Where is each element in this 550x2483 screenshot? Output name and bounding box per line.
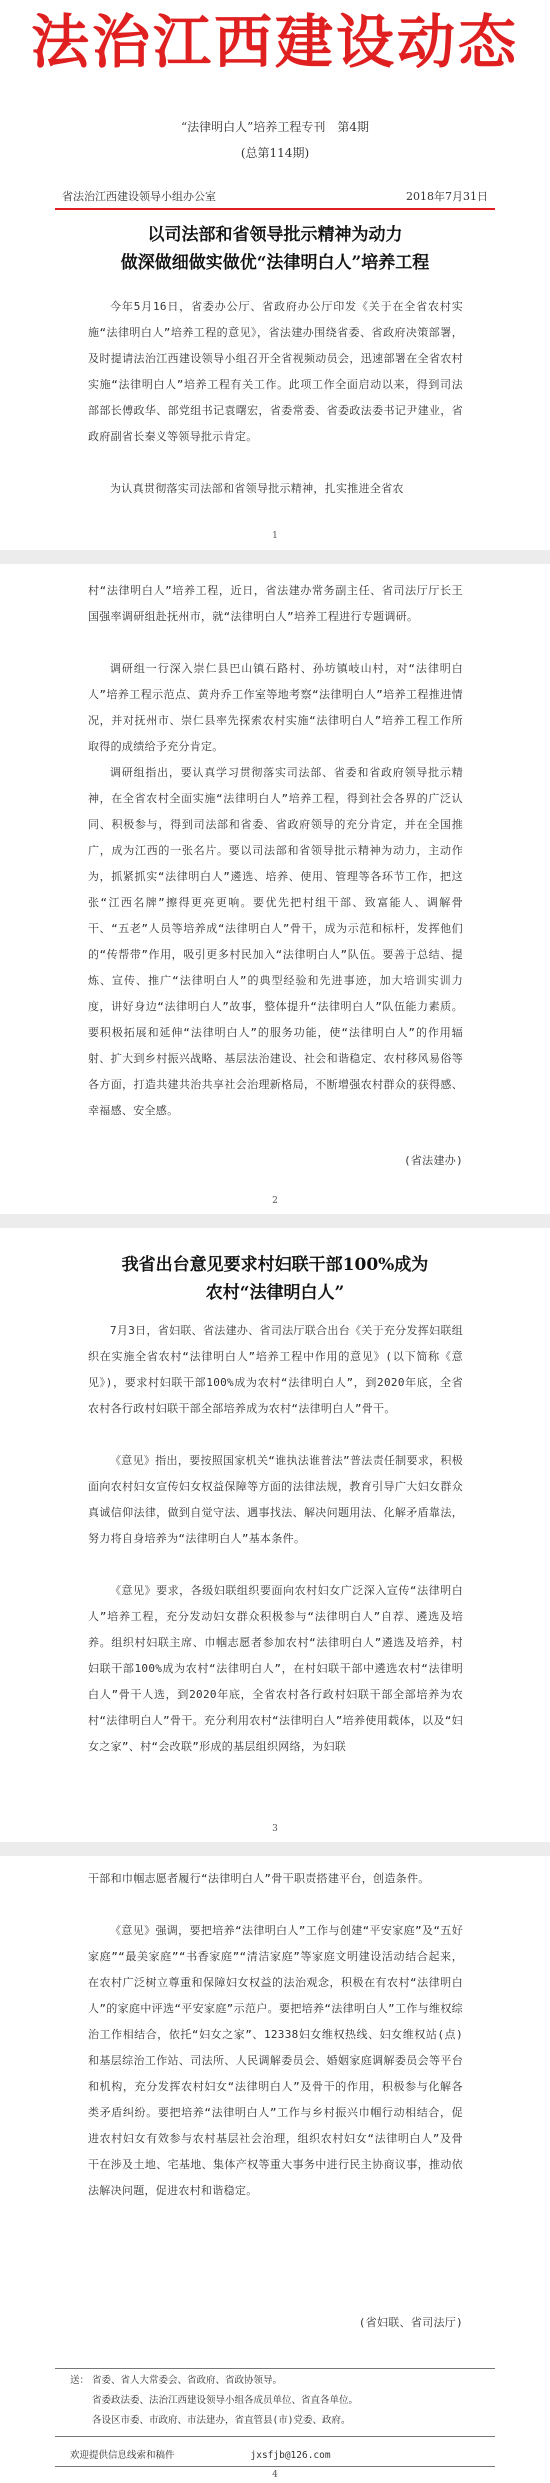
article1-paragraph: 调研组一行深入崇仁县巴山镇石路村、孙坊镇岐山村，对“法律明白人”培养工程示范点、黄舟乔工作室等地考察“法律明白人”培养工程推进情况，并对抚州市、崇仁县率先探索农村实施“法律明白人”培养工程工作所取得的成绩给予充分肯定。 [88,662,463,753]
article2-paragraph: 《意见》指出，要按照国家机关“谁执法谁普法”普法责任制要求，积极面向农村妇女宣传妇女权益保障等方面的法律法规，教育引导广大妇女群众真诚信仰法律，做到自觉守法、遇事找法、解决问题用法、化解矛盾靠法，努力将自身培养为“法律明白人”基本条件。 [88,1454,463,1545]
page-number: 1 [272,531,278,541]
article1-title-line2: 做深做细做实做优“法律明白人”培养工程 [120,253,430,273]
footer-divider-bottom [55,2466,495,2467]
contact-line: 欢迎提供信息线索和稿件 jxsfjb@126.com [70,2450,331,2461]
article2-paragraph: 《意见》要求，各级妇联组织要面向农村妇女广泛深入宣传“法律明白人”培养工程，充分发动妇女群众积极参与“法律明白人”自荐、遴选及培养。组织村妇联主席、巾帼志愿者参加农村“法律明白人”遴选及培养，村妇联干部100%成为农村“法律明白人”，在村妇联干部中遴选农村“法律明白人”骨干人选，到2020年底，全省农村各行政村妇联干部全部培养为农村“法律明白人”骨干。充分利用农村“法律明白人”培养使用载体，以及“妇女之家”、村“会改联”形成的基层组织网络，为妇联 [88,1584,463,1753]
article1-signature: (省法建办) [403,1154,463,1167]
distribution-line: 省委政法委、法治江西建设领导小组各成员单位、省直各单位。 [92,2395,359,2406]
page-number: 4 [272,2470,278,2480]
publication-date: 2018年7月31日 [406,190,488,203]
footer-divider-mid [55,2436,495,2437]
article1-paragraph: 为认真贯彻落实司法部和省领导批示精神，扎实推进全省农 [110,482,404,495]
article2-paragraph: 干部和巾帼志愿者履行“法律明白人”骨干职责搭建平台，创造条件。 [88,1872,430,1885]
article2-paragraph: 《意见》强调，要把培养“法律明白人”工作与创建“平安家庭”及“五好家庭”“最美家庭”“书香家庭”“清洁家庭”等家庭文明建设活动结合起来，在农村广泛树立尊重和保障妇女权益的法治观念，积极在有农村“法律明白人”的家庭中评选“平安家庭”示范户。要把培养“法律明白人”工作与维权综治工作相结合，依托“妇女之家”、12338妇女维权热线、妇女维权站(点)和基层综治工作站、司法所、人民调解委员会、婚姻家庭调解委员会等平台和机构，充分发挥农村妇女“法律明白人”及骨干的作用，积极参与化解各类矛盾纠纷。要把培养“法律明白人”工作与乡村振兴巾帼行动相结合，促进农村妇女有效参与农村基层社会治理，组织农村妇女“法律明白人”及骨干在涉及土地、宅基地、集体产权等重大事务中进行民主协商议事，推动依法解决问题，促进农村和谐稳定。 [88,1924,463,2197]
article2-title-line2: 农村“法律明白人” [205,1283,345,1303]
article1-paragraph: 调研组指出，要认真学习贯彻落实司法部、省委和省政府领导批示精神，在全省农村全面实施“法律明白人”培养工程，得到社会各界的广泛认同、积极参与，得到司法部和省委、省政府领导的充分肯定，并在全国推广，成为江西的一张名片。要以司法部和省领导批示精神为动力，主动作为，抓紧抓实“法律明白人”遴选、培养、使用、管理等各环节工作，把这张“江西名牌”擦得更亮更响。要优先把村组干部、致富能人、调解骨干、“五老”人员等培养成“法律明白人”骨干，成为示范和标杆，发挥他们的“传帮带”作用，吸引更多村民加入“法律明白人”队伍。要善于总结、提炼、宣传、推广“法律明白人”的典型经验和先进事迹，加大培训实训力度，讲好身边“法律明白人”故事，整体提升“法律明白人”队伍能力素质。要积极拓展和延伸“法律明白人”的服务功能，使“法律明白人”的作用辐射、扩大到乡村振兴战略、基层法治建设、社会和谐稳定、农村移风易俗等各方面，打造共建共治共享社会治理新格局，不断增强农村群众的获得感、幸福感、安全感。 [88,766,463,1117]
page-break [0,1214,550,1228]
distribution-line: 省委、省人大常委会、省政府、省政协领导。 [92,2375,283,2386]
masthead-divider [55,208,495,210]
issue-total: (总第114期) [240,146,310,160]
article1-title-line1: 以司法部和省领导批示精神为动力 [147,225,403,245]
article2-signature: (省妇联、省司法厅) [358,2316,463,2329]
page-number: 2 [272,1196,278,1206]
page-break [0,550,550,564]
issuing-office: 省法治江西建设领导小组办公室 [62,190,216,203]
article2-paragraph: 7月3日，省妇联、省法建办、省司法厅联合出台《关于充分发挥妇联组织在实施全省农村“法律明白人”培养工程中作用的意见》(以下简称《意见》)，要求村妇联干部100%成为农村“法律明白人”，到2020年底，全省农村各行政村妇联干部全部培养成为农村“法律明白人”骨干。 [88,1324,463,1415]
page-number: 3 [272,1824,278,1834]
article2-title-line1: 我省出台意见要求村妇联干部100%成为 [121,1255,429,1275]
masthead-title: 法治江西建设动态 [30,8,519,76]
distribution-line: 各设区市委、市政府、市法建办，省直管县(市)党委、政府。 [92,2415,351,2426]
article1-paragraph: 今年5月16日，省委办公厅、省政府办公厅印发《关于在全省农村实施“法律明白人”培养工程的意见》，省法建办围绕省委、省政府决策部署，及时提请法治江西建设领导小组召开全省视频动员会，迅速部署在全省农村实施“法律明白人”培养工程有关工作。此项工作全面启动以来，得到司法部部长傅政华、部党组书记袁曙宏，省委常委、省委政法委书记尹建业，省政府副省长秦义等领导批示肯定。 [88,300,463,443]
page-break [0,1842,550,1856]
issue-line: “法律明白人”培养工程专刊 第4期 [181,120,369,134]
article1-paragraph: 村“法律明白人”培养工程，近日，省法建办常务副主任、省司法厅厅长王国强率调研组赴抚州市，就“法律明白人”培养工程进行专题调研。 [88,584,463,623]
footer-divider-top [55,2368,495,2369]
distribution-label: 送： [70,2375,90,2386]
